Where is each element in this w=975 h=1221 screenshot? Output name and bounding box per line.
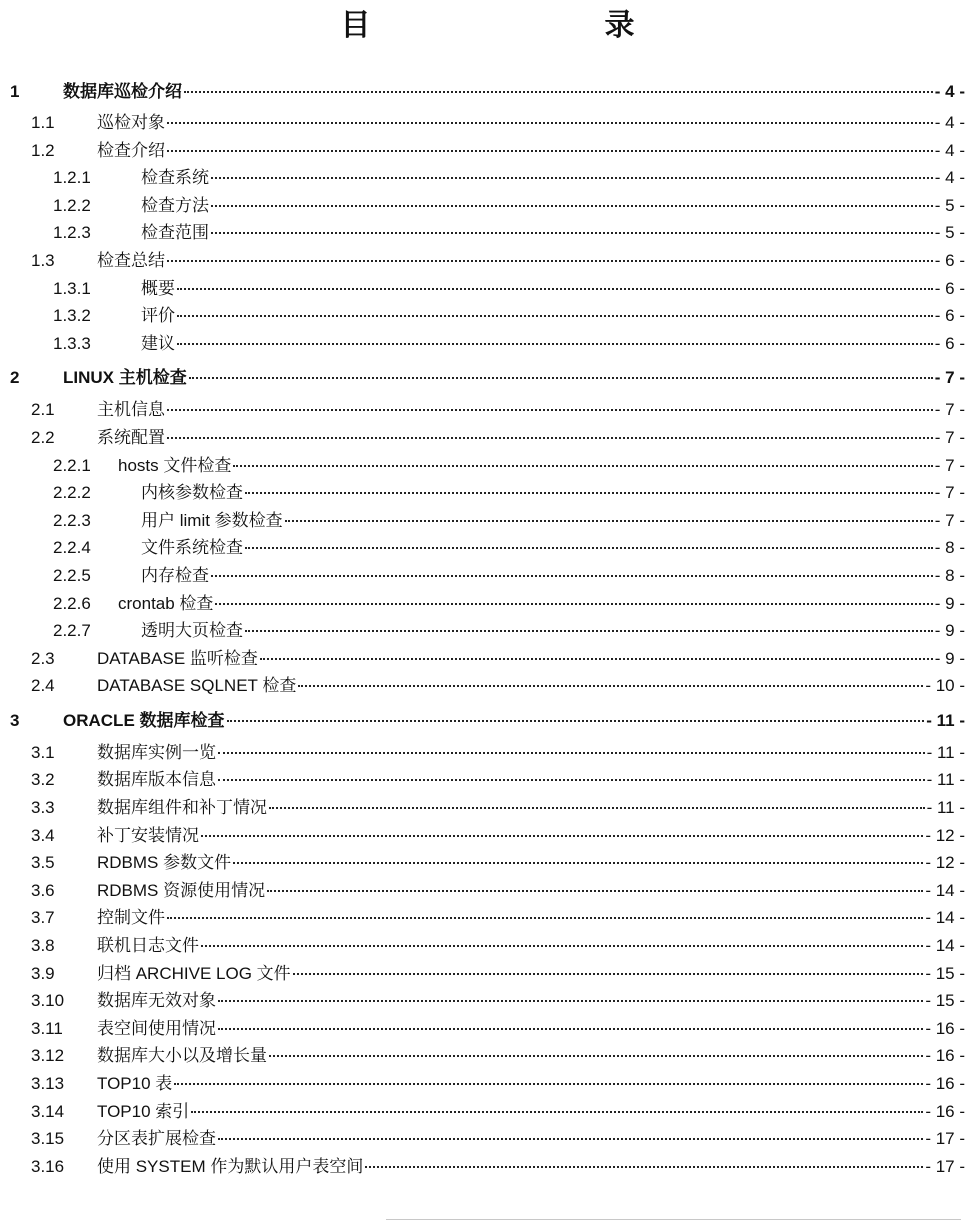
toc-entry[interactable]	[0, 164, 975, 192]
dot-leader	[201, 835, 923, 837]
toc-entry-number: 3.1	[31, 742, 55, 762]
toc-entry-number: 3.8	[31, 936, 55, 956]
toc-entry-page: - 4 -	[934, 140, 965, 160]
toc-entry-page: - 15 -	[925, 963, 965, 983]
dot-leader	[233, 862, 923, 864]
toc-entry-page: - 16 -	[925, 1018, 965, 1038]
toc-entry[interactable]	[0, 1042, 975, 1070]
toc-entry-number: 3.11	[31, 1018, 63, 1038]
toc-entry[interactable]	[0, 822, 975, 850]
toc-entry[interactable]	[0, 794, 975, 822]
toc-entry-title: 建议	[141, 333, 175, 353]
toc-entry-number: 3.4	[31, 825, 55, 845]
toc-entry-title: 控制文件	[97, 908, 165, 928]
toc-entry-page: - 7 -	[934, 483, 965, 503]
toc-entry-page: - 4 -	[934, 168, 965, 188]
toc-entry-title: 检查介绍	[97, 140, 165, 160]
dot-leader	[245, 547, 933, 549]
toc-entry[interactable]	[0, 1015, 975, 1043]
toc-entry-title: crontab 检查	[118, 593, 214, 613]
toc-entry-number: 2.3	[31, 648, 55, 668]
dot-leader	[218, 779, 925, 781]
dot-leader	[184, 91, 933, 93]
toc-entry[interactable]	[0, 330, 975, 358]
toc-entry-number: 1.3.1	[53, 278, 91, 298]
toc-entry-page: - 11 -	[926, 770, 965, 790]
toc-entry-title: 巡检对象	[97, 113, 165, 132]
toc-entry-page: - 8 -	[934, 565, 965, 585]
dot-leader	[285, 520, 933, 522]
toc-entry-page: - 8 -	[934, 538, 965, 558]
dot-leader	[218, 1138, 923, 1140]
toc-entry-title: 数据库组件和补丁情况	[97, 798, 267, 818]
toc-entry-page: - 11 -	[926, 742, 965, 762]
toc-entry-title: DATABASE SQLNET 检查	[97, 676, 297, 696]
toc-entry[interactable]	[0, 507, 975, 535]
toc-entry-page: - 6 -	[934, 306, 965, 326]
toc-entry-page: - 4 -	[934, 113, 965, 132]
toc-entry-number: 1.3	[31, 250, 55, 270]
toc-entry-page: - 6 -	[934, 250, 965, 270]
dot-leader	[167, 122, 933, 124]
toc-entry-number: 3	[10, 710, 20, 730]
toc-entry-title: 内核参数检查	[141, 483, 243, 503]
toc-entry-number: 3.6	[31, 880, 55, 900]
toc-entry-title: TOP10 索引	[97, 1101, 190, 1121]
toc-entry[interactable]	[0, 534, 975, 562]
toc-entry-page: - 17 -	[925, 1129, 965, 1149]
toc-entry-page: - 7 -	[934, 510, 965, 530]
toc-entry-number: 3.13	[31, 1074, 65, 1093]
dot-leader	[167, 260, 933, 262]
dot-leader	[365, 1166, 923, 1168]
toc-entry-page: - 9 -	[934, 593, 965, 613]
dot-leader	[167, 150, 933, 152]
toc-entry-title: hosts 文件检查	[118, 455, 232, 475]
toc-entry[interactable]	[0, 766, 975, 794]
toc-entry-page: - 12 -	[925, 853, 965, 873]
toc-entry-page: - 10 -	[925, 676, 965, 696]
dot-leader	[233, 465, 932, 467]
toc-entry-title: 检查范围	[141, 223, 209, 243]
toc-entry-number: 2	[10, 368, 20, 388]
toc-entry-title: 透明大页检查	[141, 621, 243, 641]
toc-entry-page: - 4 -	[934, 82, 965, 101]
toc-entry-title: 主机信息	[97, 400, 165, 420]
toc-entry-title: LINUX 主机检查	[63, 368, 187, 388]
toc-entry[interactable]	[0, 1153, 975, 1181]
toc-entry[interactable]	[0, 672, 975, 700]
toc-entry[interactable]	[0, 932, 975, 960]
toc-entry-number: 2.2.4	[53, 538, 91, 558]
toc-entry-title: 联机日志文件	[97, 936, 199, 956]
dot-leader	[167, 917, 923, 919]
toc-entry-page: - 9 -	[934, 648, 965, 668]
dot-leader	[189, 377, 933, 379]
dot-leader	[218, 752, 925, 754]
toc-entry[interactable]	[0, 877, 975, 905]
dot-leader	[177, 288, 933, 290]
toc-entry-page: - 6 -	[934, 333, 965, 353]
toc-entry[interactable]	[0, 75, 975, 109]
toc-entry-title: 数据库无效对象	[97, 991, 216, 1011]
toc-entry-number: 1.2.3	[53, 223, 91, 243]
toc-entry-page: - 11 -	[926, 798, 965, 818]
toc-entry-title: 表空间使用情况	[97, 1018, 216, 1038]
toc-entry[interactable]	[0, 192, 975, 220]
toc-entry-number: 2.2.5	[53, 565, 91, 585]
toc-entry[interactable]	[0, 645, 975, 673]
toc-entry-title: 用户 limit 参数检查	[141, 510, 283, 530]
page-bottom-rule	[386, 1219, 961, 1220]
toc-entry-title: 数据库实例一览	[97, 742, 216, 762]
toc-entry-title: 数据库大小以及增长量	[97, 1046, 267, 1066]
toc-entry-number: 3.10	[31, 991, 65, 1011]
toc-entry-page: - 16 -	[925, 1046, 965, 1066]
toc-entry-number: 3.15	[31, 1129, 65, 1149]
toc-entry[interactable]	[0, 617, 975, 645]
toc-entry-number: 3.9	[31, 963, 55, 983]
toc-entry-number: 2.2	[31, 427, 55, 447]
toc-entry[interactable]	[0, 849, 975, 877]
toc-entry-number: 1.2	[31, 140, 55, 160]
dot-leader	[245, 492, 933, 494]
toc-entry-number: 1	[10, 82, 20, 101]
toc-entry[interactable]	[0, 739, 975, 767]
toc-entry-number: 3.2	[31, 770, 55, 790]
dot-leader	[201, 945, 923, 947]
toc-entry-page: - 16 -	[925, 1074, 965, 1093]
toc-entry[interactable]	[0, 987, 975, 1015]
toc-entry-title: 概要	[141, 278, 175, 298]
toc-entry-title: 检查方法	[141, 195, 209, 215]
toc-entry-number: 1.3.2	[53, 306, 91, 326]
toc-entry[interactable]	[0, 904, 975, 932]
toc-entry-title: DATABASE 监听检查	[97, 648, 258, 668]
dot-leader	[167, 409, 933, 411]
dot-leader	[174, 1083, 923, 1085]
toc-entry-page: - 14 -	[925, 908, 965, 928]
toc-entry[interactable]	[0, 302, 975, 330]
dot-leader	[177, 343, 933, 345]
toc-entry-title: TOP10 表	[97, 1074, 173, 1093]
toc-entry-title: 检查系统	[141, 168, 209, 188]
toc-entry-title: 系统配置	[97, 427, 165, 447]
toc-entry-number: 2.2.3	[53, 510, 91, 530]
toc-entry-number: 3.3	[31, 798, 55, 818]
toc-entry-page: - 12 -	[925, 825, 965, 845]
toc-entry-title: RDBMS 资源使用情况	[97, 880, 266, 900]
dot-leader	[269, 807, 925, 809]
dot-leader	[167, 437, 933, 439]
dot-leader	[293, 973, 924, 975]
toc-entry-number: 2.2.7	[53, 621, 91, 641]
toc-entry-title: 归档 ARCHIVE LOG 文件	[97, 963, 291, 983]
toc-entry[interactable]	[0, 275, 975, 303]
toc-entry-number: 2.2.1	[53, 455, 91, 475]
toc-entry-number: 3.16	[31, 1156, 65, 1176]
dot-leader	[215, 603, 932, 605]
dot-leader	[227, 720, 925, 722]
toc-entry-title: 数据库巡检介绍	[63, 82, 182, 101]
toc-entry-number: 2.2.6	[53, 593, 91, 613]
toc-entry[interactable]	[0, 1070, 975, 1098]
toc-entry-number: 2.2.2	[53, 483, 91, 503]
toc-entry[interactable]	[0, 590, 975, 618]
toc-entry[interactable]	[0, 1098, 975, 1126]
toc-entry[interactable]	[0, 562, 975, 590]
toc-entry[interactable]	[0, 1125, 975, 1153]
toc-entry-page: - 7 -	[934, 368, 965, 388]
toc-entry[interactable]	[0, 424, 975, 452]
toc-list	[0, 75, 975, 1180]
dot-leader	[191, 1111, 923, 1113]
toc-entry-number: 2.1	[31, 400, 55, 420]
toc-entry-title: 文件系统检查	[141, 538, 243, 558]
toc-entry-title: 分区表扩展检查	[97, 1129, 216, 1149]
toc-entry-title: 评价	[141, 306, 175, 326]
toc-entry-title: 补丁安装情况	[97, 825, 199, 845]
toc-entry[interactable]	[0, 219, 975, 247]
toc-entry[interactable]	[0, 960, 975, 988]
dot-leader	[267, 890, 923, 892]
toc-entry-title: RDBMS 参数文件	[97, 853, 232, 873]
dot-leader	[211, 205, 933, 207]
toc-entry-page: - 5 -	[934, 195, 965, 215]
toc-entry-number: 1.2.2	[53, 195, 91, 215]
toc-entry-page: - 15 -	[925, 991, 965, 1011]
toc-entry-page: - 5 -	[934, 223, 965, 243]
toc-entry-page: - 11 -	[926, 710, 965, 730]
toc-entry-title: 内存检查	[141, 565, 209, 585]
toc-entry-title: 使用 SYSTEM 作为默认用户表空间	[97, 1156, 364, 1176]
toc-entry-number: 1.2.1	[53, 168, 91, 188]
dot-leader	[211, 575, 933, 577]
toc-entry[interactable]	[0, 479, 975, 507]
dot-leader	[218, 1000, 923, 1002]
toc-entry[interactable]	[0, 359, 975, 396]
toc-entry-number: 3.7	[31, 908, 55, 928]
toc-entry-page: - 7 -	[934, 400, 965, 420]
toc-entry[interactable]	[0, 452, 975, 480]
dot-leader	[269, 1055, 923, 1057]
dot-leader	[298, 685, 923, 687]
toc-entry-page: - 16 -	[925, 1101, 965, 1121]
toc-entry-number: 2.4	[31, 676, 55, 696]
dot-leader	[177, 315, 933, 317]
dot-leader	[245, 630, 933, 632]
toc-entry-title: ORACLE 数据库检查	[63, 710, 225, 730]
toc-entry-title: 数据库版本信息	[97, 770, 216, 790]
dot-leader	[218, 1028, 923, 1030]
dot-leader	[211, 232, 933, 234]
toc-entry-page: - 7 -	[934, 427, 965, 447]
toc-entry[interactable]	[0, 702, 975, 739]
toc-entry[interactable]	[0, 396, 975, 424]
toc-entry-page: - 6 -	[934, 278, 965, 298]
dot-leader	[260, 658, 933, 660]
toc-entry-number: 1.1	[31, 113, 55, 132]
toc-entry[interactable]	[0, 109, 975, 137]
dot-leader	[211, 177, 933, 179]
toc-entry-page: - 9 -	[934, 621, 965, 641]
toc-entry[interactable]	[0, 247, 975, 275]
toc-entry-number: 3.12	[31, 1046, 65, 1066]
toc-entry-page: - 7 -	[934, 455, 965, 475]
toc-entry-number: 1.3.3	[53, 333, 91, 353]
page-title: 目 录	[340, 8, 693, 43]
toc-entry-page: - 14 -	[925, 936, 965, 956]
toc-entry-title: 检查总结	[97, 250, 165, 270]
toc-entry-page: - 14 -	[925, 880, 965, 900]
toc-entry-page: - 17 -	[925, 1156, 965, 1176]
toc-entry-number: 3.5	[31, 853, 55, 873]
toc-entry[interactable]	[0, 137, 975, 165]
toc-entry-number: 3.14	[31, 1101, 65, 1121]
